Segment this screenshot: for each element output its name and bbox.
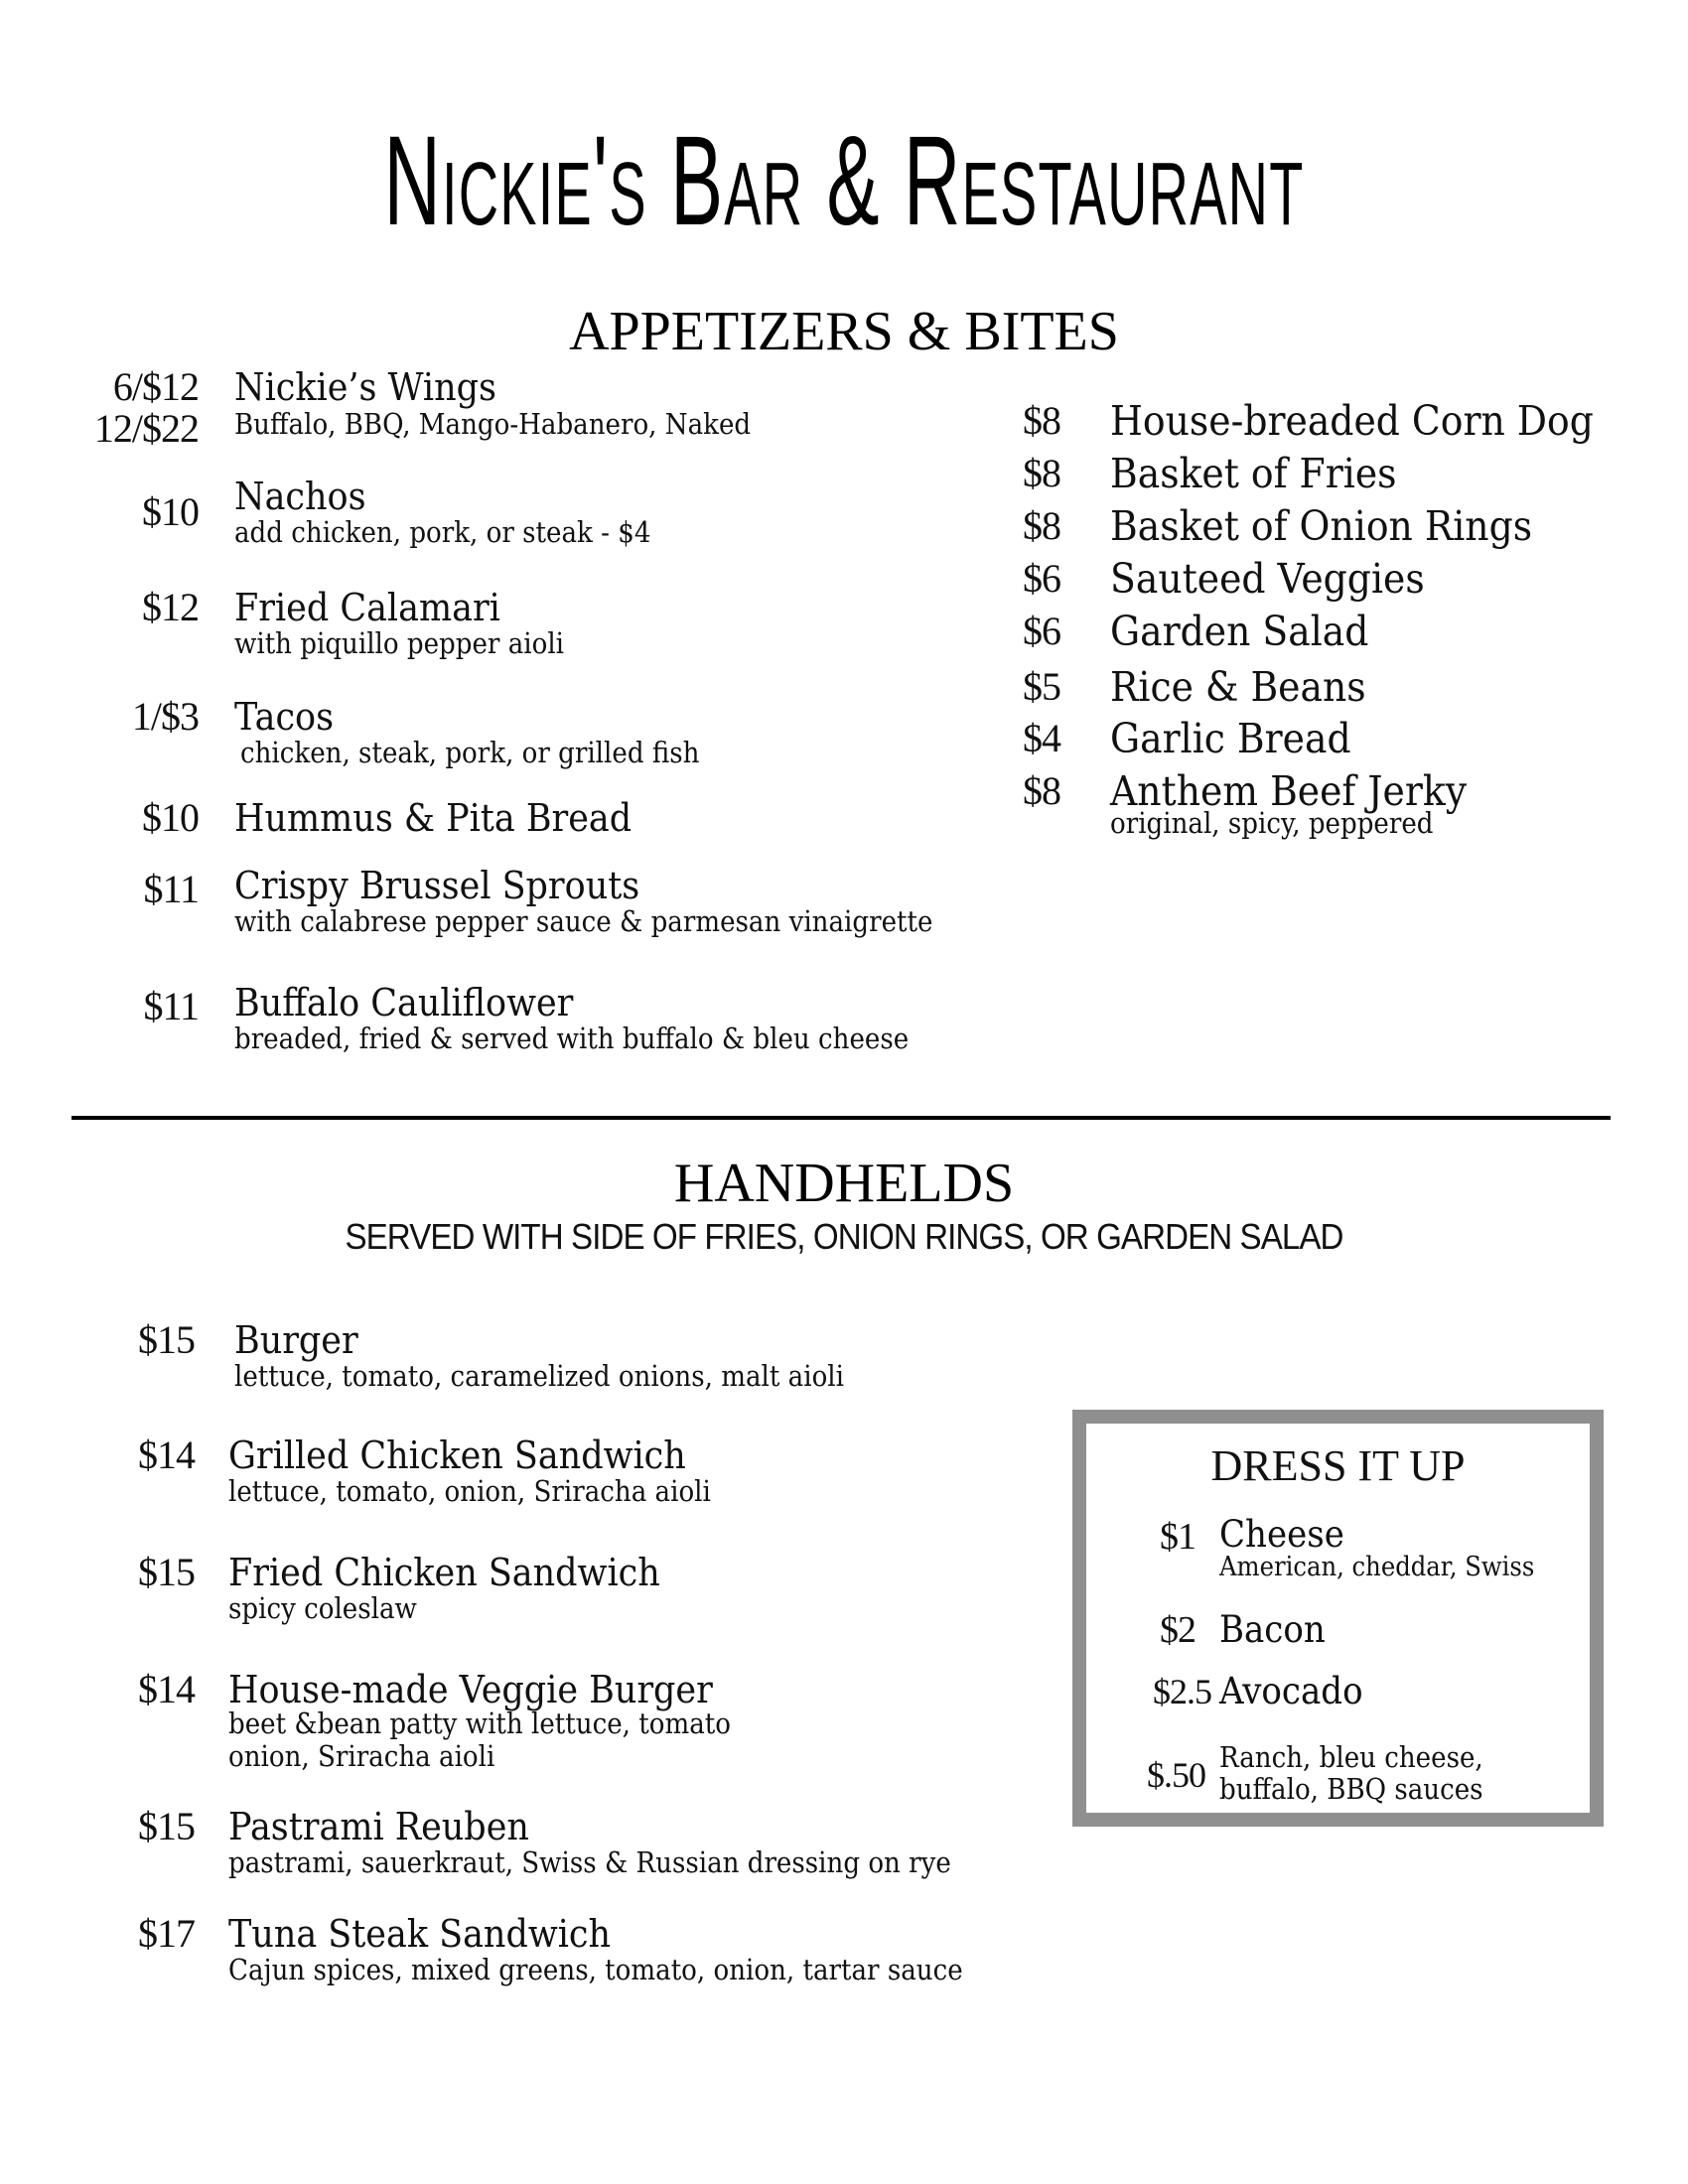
item-description-line2: onion, Sriracha aioli bbox=[228, 1739, 495, 1773]
addon-description: American, cheddar, Swiss bbox=[1219, 1552, 1535, 1582]
item-description: with piquillo pepper aioli bbox=[234, 626, 565, 660]
item-price: $14 bbox=[138, 1667, 195, 1711]
item-price: $6 bbox=[1023, 609, 1060, 653]
item-price: $6 bbox=[1023, 556, 1060, 601]
appetizers-heading: APPETIZERS & BITES bbox=[569, 301, 1119, 362]
item-description: add chicken, pork, or steak - $4 bbox=[234, 515, 651, 549]
item-name: Rice & Beans bbox=[1110, 663, 1366, 711]
item-name: Pastrami Reuben bbox=[228, 1805, 529, 1848]
item-name: Anthem Beef Jerky bbox=[1110, 767, 1468, 815]
item-description: Cajun spices, mixed greens, tomato, onion, tartar sauce bbox=[228, 1953, 963, 1986]
item-price: $8 bbox=[1023, 503, 1060, 548]
item-price: $10 bbox=[142, 795, 199, 840]
item-name: Garden Salad bbox=[1110, 608, 1369, 655]
restaurant-title: Nickie's Bar & Restaurant bbox=[383, 110, 1305, 252]
item-name: Tacos bbox=[234, 695, 335, 739]
handhelds-heading: HANDHELDS bbox=[673, 1153, 1015, 1214]
addon-price: $2 bbox=[1160, 1609, 1196, 1651]
item-price: 1/$3 bbox=[131, 694, 199, 739]
item-price: $12 bbox=[142, 585, 199, 629]
item-name: Nachos bbox=[234, 475, 366, 518]
addon-name: Bacon bbox=[1219, 1608, 1326, 1651]
item-name: Tuna Steak Sandwich bbox=[228, 1912, 612, 1956]
item-price: $11 bbox=[143, 867, 199, 911]
item-description: breaded, fried & served with buffalo & bleu cheese bbox=[234, 1022, 910, 1055]
item-description: lettuce, tomato, onion, Sriracha aioli bbox=[228, 1474, 711, 1508]
item-description: chicken, steak, pork, or grilled fish bbox=[240, 736, 700, 769]
item-name: Nickie’s Wings bbox=[234, 365, 496, 409]
addon-price: $2.5 bbox=[1153, 1672, 1211, 1711]
item-name: Grilled Chicken Sandwich bbox=[228, 1433, 686, 1477]
addon-name: Cheese bbox=[1219, 1513, 1344, 1556]
item-description: lettuce, tomato, caramelized onions, malt aioli bbox=[234, 1359, 844, 1393]
item-description: pastrami, sauerkraut, Swiss & Russian dressing on rye bbox=[228, 1845, 951, 1879]
handhelds-subtitle: SERVED WITH SIDE OF FRIES, ONION RINGS, OR GARDEN SALAD bbox=[345, 1216, 1343, 1257]
item-name: House-made Veggie Burger bbox=[228, 1668, 713, 1711]
item-price: $15 bbox=[138, 1317, 195, 1362]
item-name: Crispy Brussel Sprouts bbox=[234, 864, 640, 907]
item-price: $17 bbox=[138, 1911, 195, 1956]
item-name: Fried Calamari bbox=[234, 586, 500, 629]
item-name: Garlic Bread bbox=[1110, 715, 1351, 762]
item-name: Buffalo Cauliflower bbox=[234, 981, 574, 1024]
item-description: with calabrese pepper sauce & parmesan vinaigrette bbox=[234, 904, 933, 938]
addon-description: buffalo, BBQ sauces bbox=[1219, 1772, 1483, 1806]
item-price: $15 bbox=[138, 1804, 195, 1848]
item-price: $10 bbox=[142, 489, 199, 534]
item-price: $11 bbox=[143, 984, 199, 1028]
item-price: $8 bbox=[1023, 451, 1060, 495]
item-name: Burger bbox=[234, 1318, 358, 1362]
item-price: $8 bbox=[1023, 768, 1060, 813]
item-name: Sauteed Veggies bbox=[1110, 555, 1425, 603]
addon-name: Ranch, bleu cheese, bbox=[1219, 1740, 1483, 1774]
item-description: beet &bean patty with lettuce, tomato bbox=[228, 1706, 731, 1740]
item-price: $4 bbox=[1023, 716, 1060, 760]
item-description: original, spicy, peppered bbox=[1110, 806, 1434, 840]
addon-price: $.50 bbox=[1147, 1755, 1205, 1795]
item-name: Hummus & Pita Bread bbox=[234, 796, 633, 840]
item-price: 6/$12 bbox=[112, 364, 199, 409]
addon-name: Avocado bbox=[1219, 1670, 1363, 1712]
item-price: $5 bbox=[1023, 664, 1060, 709]
item-price: $15 bbox=[138, 1550, 195, 1594]
item-name: House-breaded Corn Dog bbox=[1110, 397, 1594, 445]
addon-price: $1 bbox=[1160, 1516, 1196, 1558]
item-price: $14 bbox=[138, 1433, 195, 1477]
section-divider bbox=[71, 1116, 1611, 1120]
item-price-secondary: 12/$22 bbox=[93, 406, 199, 451]
item-description: Buffalo, BBQ, Mango-Habanero, Naked bbox=[234, 407, 752, 441]
item-name: Fried Chicken Sandwich bbox=[228, 1551, 660, 1594]
item-name: Basket of Onion Rings bbox=[1110, 502, 1533, 550]
item-name: Basket of Fries bbox=[1110, 450, 1397, 497]
dress-it-up-box bbox=[1072, 1410, 1604, 1827]
item-description: spicy coleslaw bbox=[228, 1591, 417, 1625]
item-price: $8 bbox=[1023, 398, 1060, 443]
dress-it-up-heading: DRESS IT UP bbox=[1210, 1441, 1466, 1490]
